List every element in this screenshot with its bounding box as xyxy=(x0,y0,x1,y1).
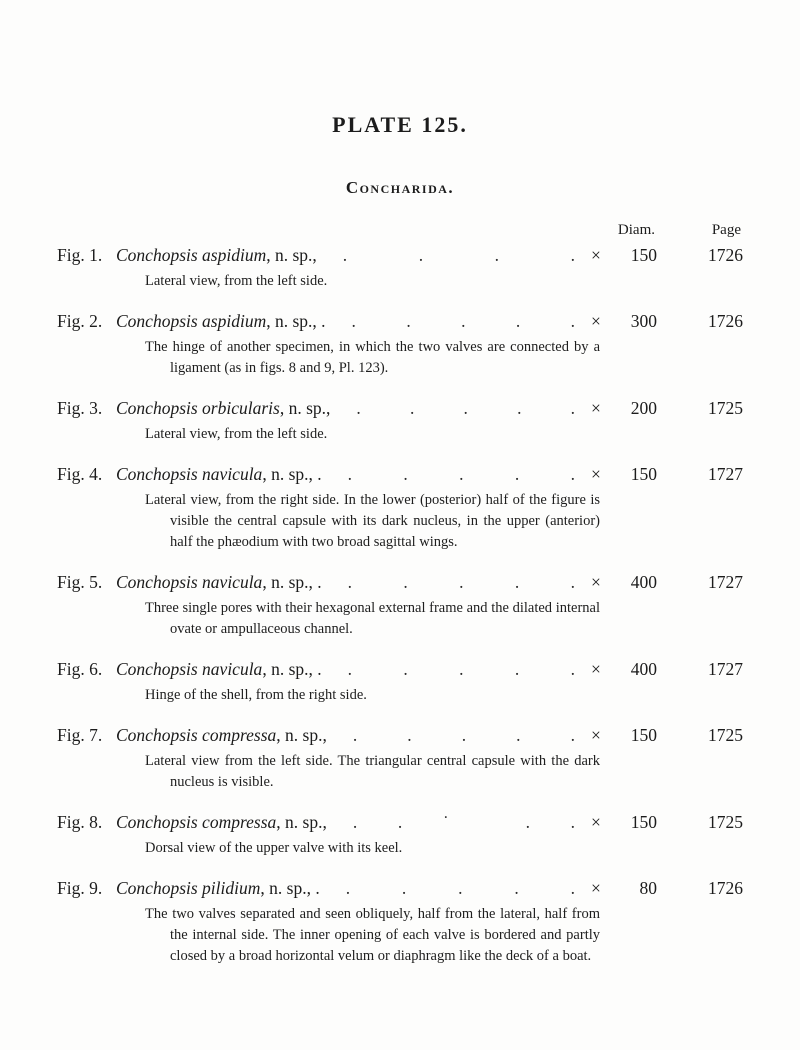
species-suffix: , n. sp., xyxy=(276,812,327,832)
magnification-sign: × xyxy=(591,245,601,265)
figure-label: Fig. 7. xyxy=(57,725,103,745)
magnification-value: 150 xyxy=(630,725,657,745)
figure-description: Hinge of the shell, from the right side. xyxy=(145,687,367,703)
figure-description: The two valves separated and seen obliquely, half from the lateral, half from the internal side. The inner opening of each valve is bordered and partly closed by a broad horizontal velum or diaphragm like the deck of a boat. xyxy=(145,906,600,964)
figure-label: Fig. 3. xyxy=(57,398,103,418)
figure-entry xyxy=(57,243,743,292)
magnification-value: 200 xyxy=(630,398,657,418)
species-name: Conchopsis navicula xyxy=(116,659,263,679)
species-name: Conchopsis navicula xyxy=(116,464,263,484)
figure-description: Three single pores with their hexagonal external frame and the dilated internal ovate or ampullaceous channel. xyxy=(145,600,600,637)
species-name: Conchopsis aspidium xyxy=(116,245,267,265)
magnification-sign: × xyxy=(591,398,601,418)
figure-entry xyxy=(57,570,743,640)
species-name: Conchopsis aspidium xyxy=(116,311,267,331)
figure-entry xyxy=(57,657,743,706)
leader-dots: . . . . . xyxy=(351,311,575,331)
figure-entry xyxy=(57,462,743,553)
column-header-diam: Diam. xyxy=(617,222,655,238)
magnification-sign: × xyxy=(591,878,601,898)
species-name: Conchopsis pilidium xyxy=(116,878,261,898)
page-number: 1727 xyxy=(708,572,743,592)
page-number: 1725 xyxy=(708,725,743,745)
magnification-sign: × xyxy=(591,464,601,484)
plate-title: PLATE 125. xyxy=(332,112,468,137)
figure-label: Fig. 5. xyxy=(57,572,103,592)
magnification-value: 300 xyxy=(630,311,657,331)
column-header-page: Page xyxy=(711,222,741,238)
figure-row xyxy=(57,723,743,748)
species-name: Conchopsis compressa xyxy=(116,725,277,745)
figure-row xyxy=(57,462,743,487)
figure-description: Lateral view, from the left side. xyxy=(145,273,328,289)
species-suffix: , n. sp., . xyxy=(262,659,322,679)
figure-description: Lateral view from the left side. The triangular central capsule with the dark nucleus is visible. xyxy=(145,753,600,790)
leader-dots: . . . . . xyxy=(347,572,575,592)
species-suffix: , n. sp., xyxy=(266,245,317,265)
magnification-sign: × xyxy=(591,659,601,679)
figure-label: Fig. 6. xyxy=(57,659,103,679)
figure-description: Lateral view, from the right side. In the lower (posterior) half of the figure is visible the central capsule with its dark nucleus, in the upper (anterior) half the phæodium with two broad sagittal wings. xyxy=(145,492,600,550)
magnification-value: 150 xyxy=(630,245,657,265)
figure-row xyxy=(57,657,743,682)
magnification-value: 400 xyxy=(630,572,657,592)
leader-dots: . . . . . xyxy=(347,659,575,679)
magnification-sign: × xyxy=(591,812,601,832)
figure-label: Fig. 2. xyxy=(57,311,103,331)
figure-row xyxy=(57,810,743,835)
species-name: Conchopsis compressa xyxy=(116,812,277,832)
magnification-sign: × xyxy=(591,725,601,745)
plate-subtitle: Concharida. xyxy=(345,178,455,197)
figure-entry xyxy=(57,309,743,379)
figure-entry xyxy=(57,810,743,859)
figure-row xyxy=(57,243,743,268)
species-suffix: , n. sp., . xyxy=(262,464,322,484)
page-number: 1726 xyxy=(708,245,743,265)
figure-row xyxy=(57,309,743,334)
species-suffix: , n. sp., . xyxy=(260,878,320,898)
figure-list xyxy=(57,243,743,967)
leader-dots: . . ˙ . . xyxy=(352,812,575,832)
figure-label: Fig. 9. xyxy=(57,878,103,898)
figure-entry xyxy=(57,876,743,967)
figure-label: Fig. 1. xyxy=(57,245,103,265)
page-number: 1726 xyxy=(708,311,743,331)
species-suffix: , n. sp., xyxy=(279,398,331,418)
page-number: 1727 xyxy=(708,659,743,679)
leader-dots: . . . . . xyxy=(352,725,575,745)
figure-entry xyxy=(57,396,743,445)
species-suffix: , n. sp., xyxy=(276,725,327,745)
figure-description: Dorsal view of the upper valve with its keel. xyxy=(145,840,403,856)
figure-description: Lateral view, from the left side. xyxy=(145,426,328,442)
leader-dots: . . . . . xyxy=(347,464,575,484)
magnification-value: 150 xyxy=(630,464,657,484)
figure-row xyxy=(57,396,743,421)
species-name: Conchopsis orbicularis xyxy=(116,398,280,418)
figure-entry xyxy=(57,723,743,793)
leader-dots: . . . . . xyxy=(345,878,575,898)
magnification-sign: × xyxy=(591,311,601,331)
figure-row xyxy=(57,876,743,901)
magnification-value: 150 xyxy=(630,812,657,832)
figure-description: The hinge of another specimen, in which the two valves are connected by a ligament (as in figs. 8 and 9, Pl. 123). xyxy=(145,339,600,376)
leader-dots: . . . . . xyxy=(356,398,575,418)
page-number: 1726 xyxy=(708,878,743,898)
column-header-row xyxy=(57,222,743,239)
page-number: 1725 xyxy=(708,812,743,832)
figure-row xyxy=(57,570,743,595)
figure-label: Fig. 8. xyxy=(57,812,103,832)
species-name: Conchopsis navicula xyxy=(116,572,263,592)
species-suffix: , n. sp., . xyxy=(262,572,322,592)
magnification-value: 400 xyxy=(630,659,657,679)
magnification-value: 80 xyxy=(639,878,657,898)
magnification-sign: × xyxy=(591,572,601,592)
leader-dots: . . . . xyxy=(342,245,575,265)
species-suffix: , n. sp., . xyxy=(266,311,326,331)
page-number: 1727 xyxy=(708,464,743,484)
page-number: 1725 xyxy=(708,398,743,418)
figure-label: Fig. 4. xyxy=(57,464,103,484)
